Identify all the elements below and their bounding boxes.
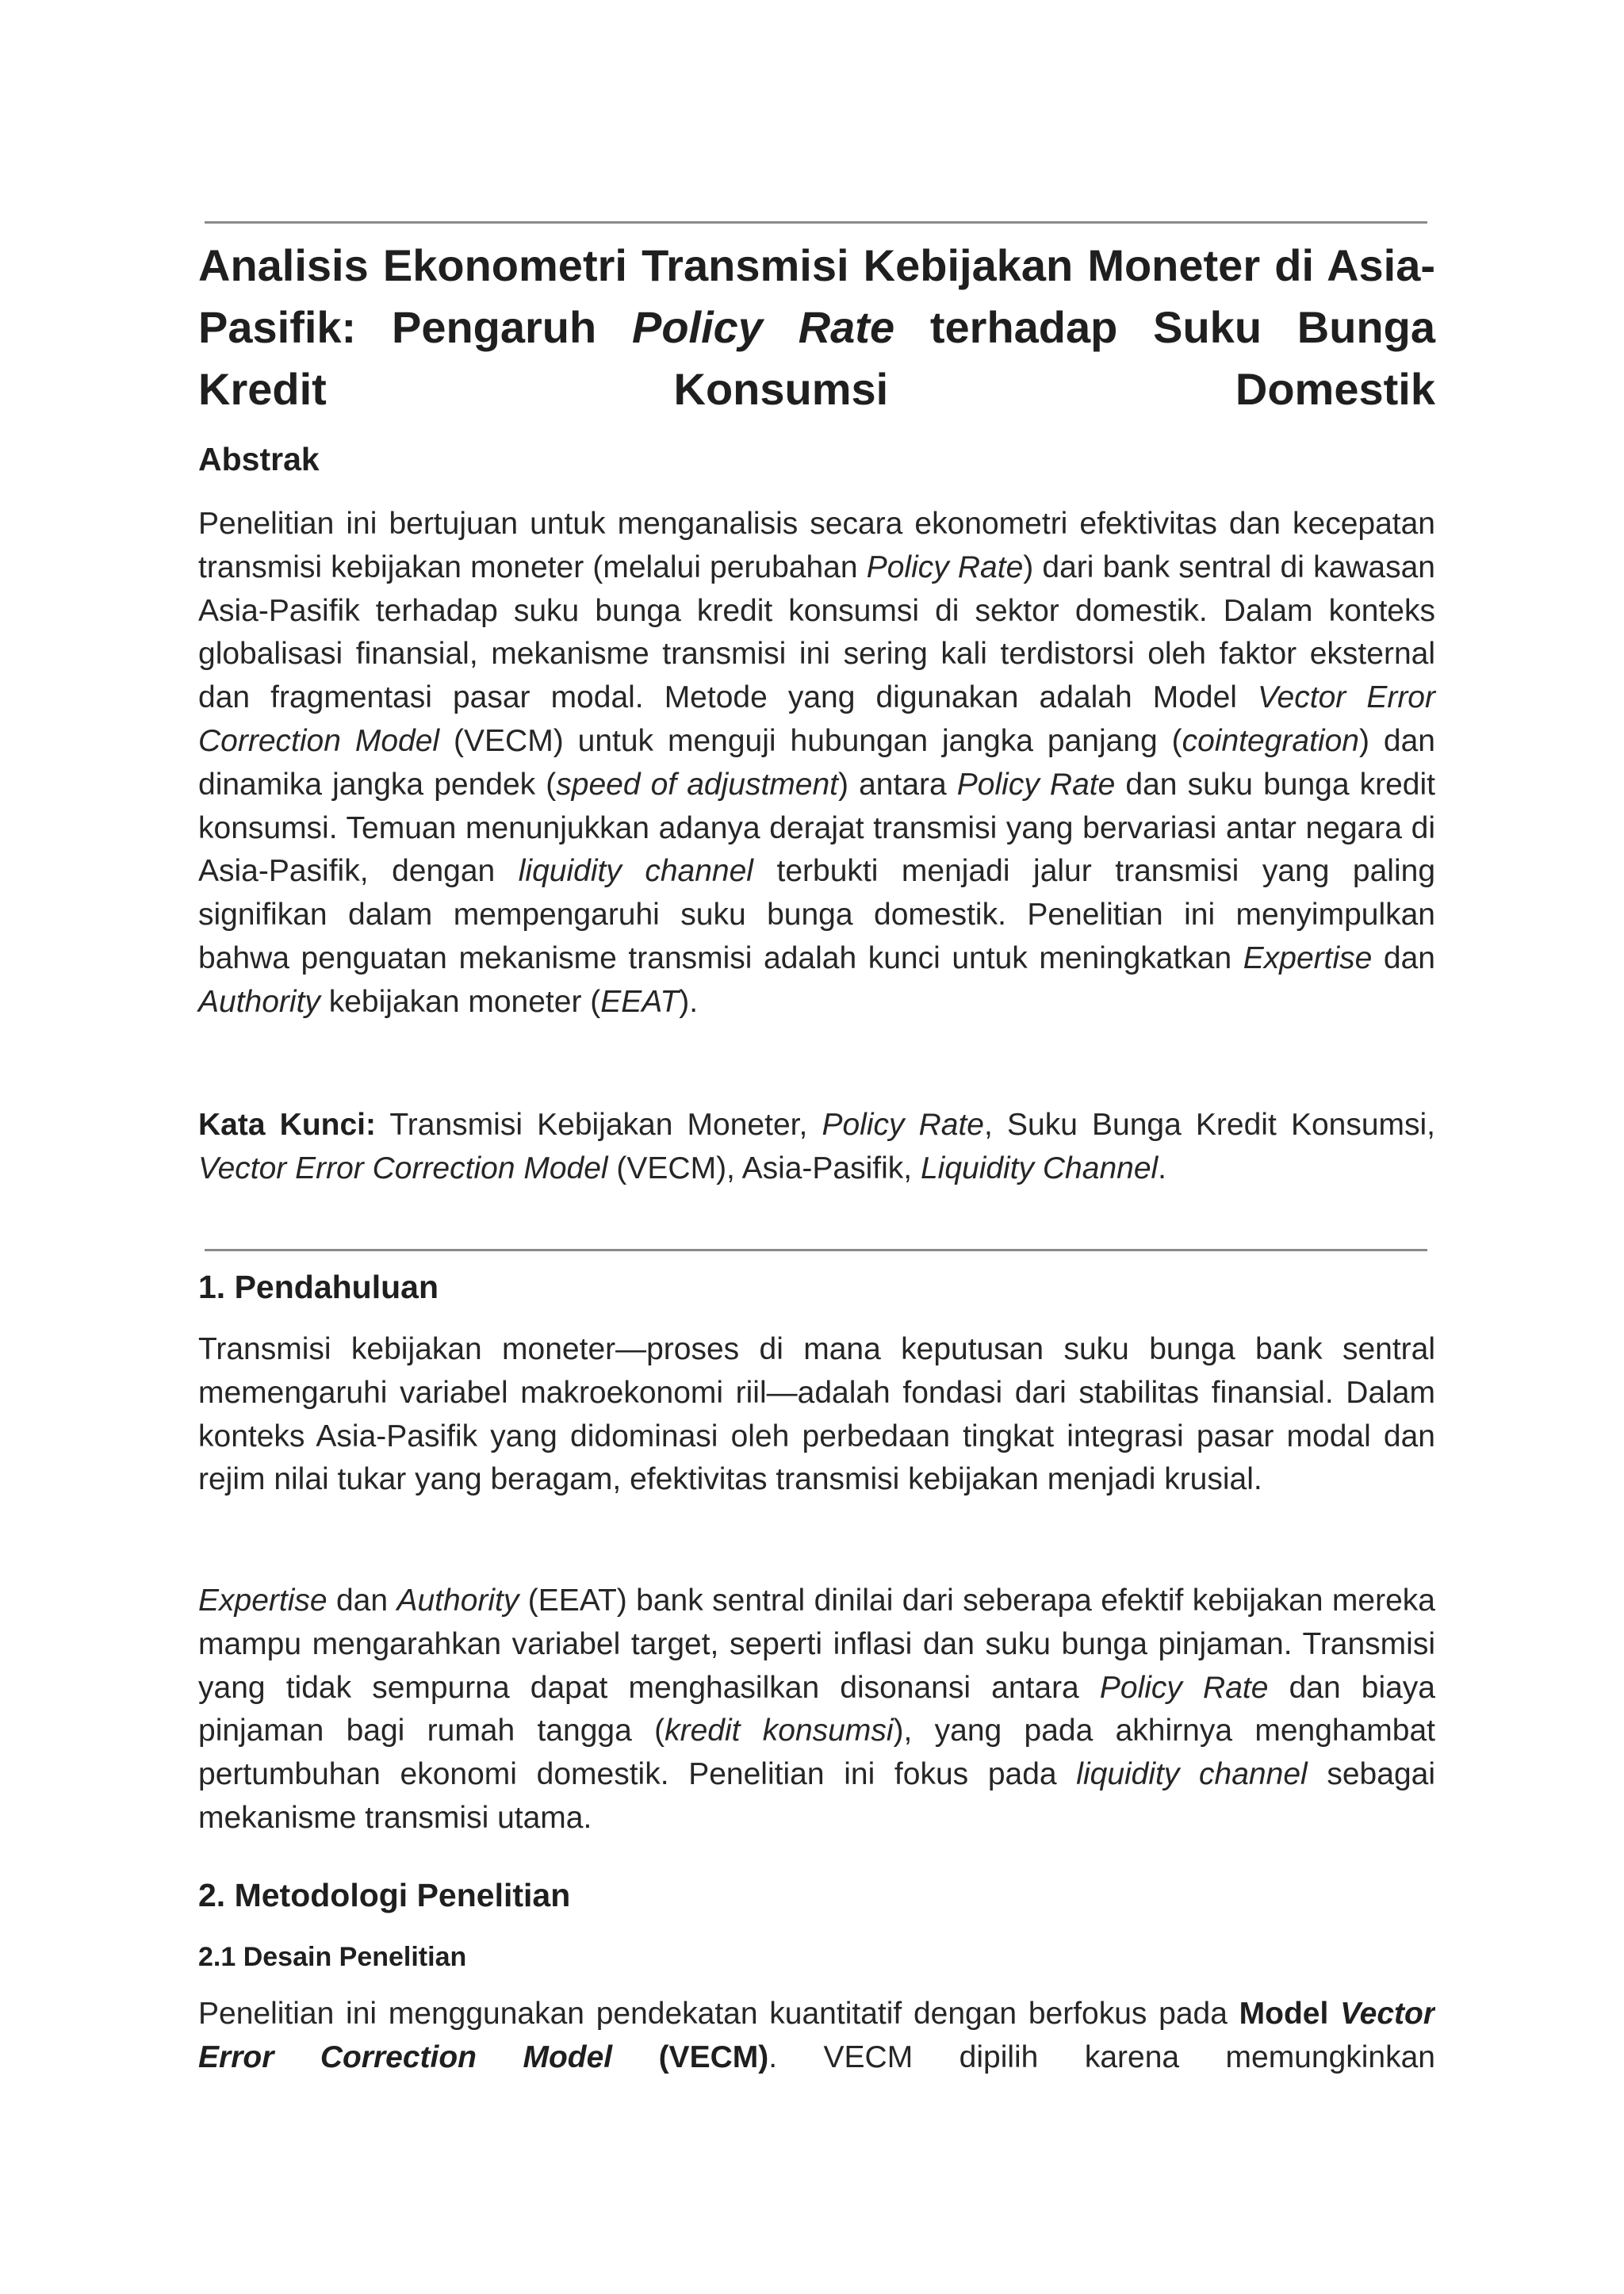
section-divider: [205, 1249, 1427, 1251]
keywords-label: Kata Kunci:: [198, 1108, 376, 1142]
subsection-2-1-heading: 2.1 Desain Penelitian: [198, 1942, 467, 1972]
abstract-heading: Abstrak: [198, 441, 320, 477]
section-2-heading: 2. Metodologi Penelitian: [198, 1877, 571, 1913]
section-1-paragraph-2: Expertise dan Authority (EEAT) bank sentral dinilai dari seberapa efektif kebijakan mereka mampu mengarahkan variabel target, seperti inflasi dan suku bunga pinjaman. Transmisi yang tidak sempurna dapat menghasilkan disonansi antara Policy Rate dan biaya pinjaman bagi rumah tangga (kredit konsumsi), yang pada akhirnya menghambat pertumbuhan ekonomi domestik. Penelitian ini fokus pada liquidity channel sebagai mekanisme transmisi utama.: [198, 1584, 1436, 1835]
keywords: Kata Kunci: Transmisi Kebijakan Moneter, Policy Rate, Suku Bunga Kredit Konsumsi, Vector Error Correction Model (VECM), Asia-Pasifik, Liquidity Channel.: [198, 1108, 1436, 1185]
section-1-heading: 1. Pendahuluan: [198, 1269, 439, 1305]
section-1-paragraph-1: Transmisi kebijakan moneter—proses di mana keputusan suku bunga bank sentral memengaruhi variabel makroekonomi riil—adalah fondasi dari stabilitas finansial. Dalam konteks Asia-Pasifik yang didominasi oleh perbedaan tingkat integrasi pasar modal dan rejim nilai tukar yang beragam, efektivitas transmisi kebijakan menjadi krusial.: [198, 1332, 1435, 1497]
abstract-text: Penelitian ini bertujuan untuk menganalisis secara ekonometri efektivitas dan kecepatan transmisi kebijakan moneter (melalui perubahan Policy Rate) dari bank sentral di kawasan Asia-Pasifik terhadap suku bunga kredit konsumsi di sektor domestik. Dalam konteks globalisasi finansial, mekanisme transmisi ini sering kali terdistorsi oleh faktor eksternal dan fragmentasi pasar modal. Metode yang digunakan adalah Model Vector Error Correction Model (VECM) untuk menguji hubungan jangka panjang (cointegration) dan dinamika jangka pendek (speed of adjustment) antara Policy Rate dan suku bunga kredit konsumsi. Temuan menunjukkan adanya derajat transmisi yang bervariasi antar negara di Asia-Pasifik, dengan liquidity channel terbukti menjadi jalur transmisi yang paling signifikan dalam mempengaruhi suku bunga domestik. Penelitian ini menyimpulkan bahwa penguatan mekanisme transmisi adalah kunci untuk meningkatkan Expertise dan Authority kebijakan moneter (EEAT).: [198, 507, 1436, 1019]
section-2-paragraph-1: Penelitian ini menggunakan pendekatan kuantitatif dengan berfokus pada Model Vector Error Correction Model (VECM). VECM dipilih karena memungkinkan: [198, 1997, 1435, 2074]
top-divider: [205, 221, 1427, 224]
paper-title: Analisis Ekonometri Transmisi Kebijakan Moneter di Asia-Pasifik: Pengaruh Policy Rate terhadap Suku Bunga Kredit Konsumsi Domestik: [198, 240, 1435, 414]
